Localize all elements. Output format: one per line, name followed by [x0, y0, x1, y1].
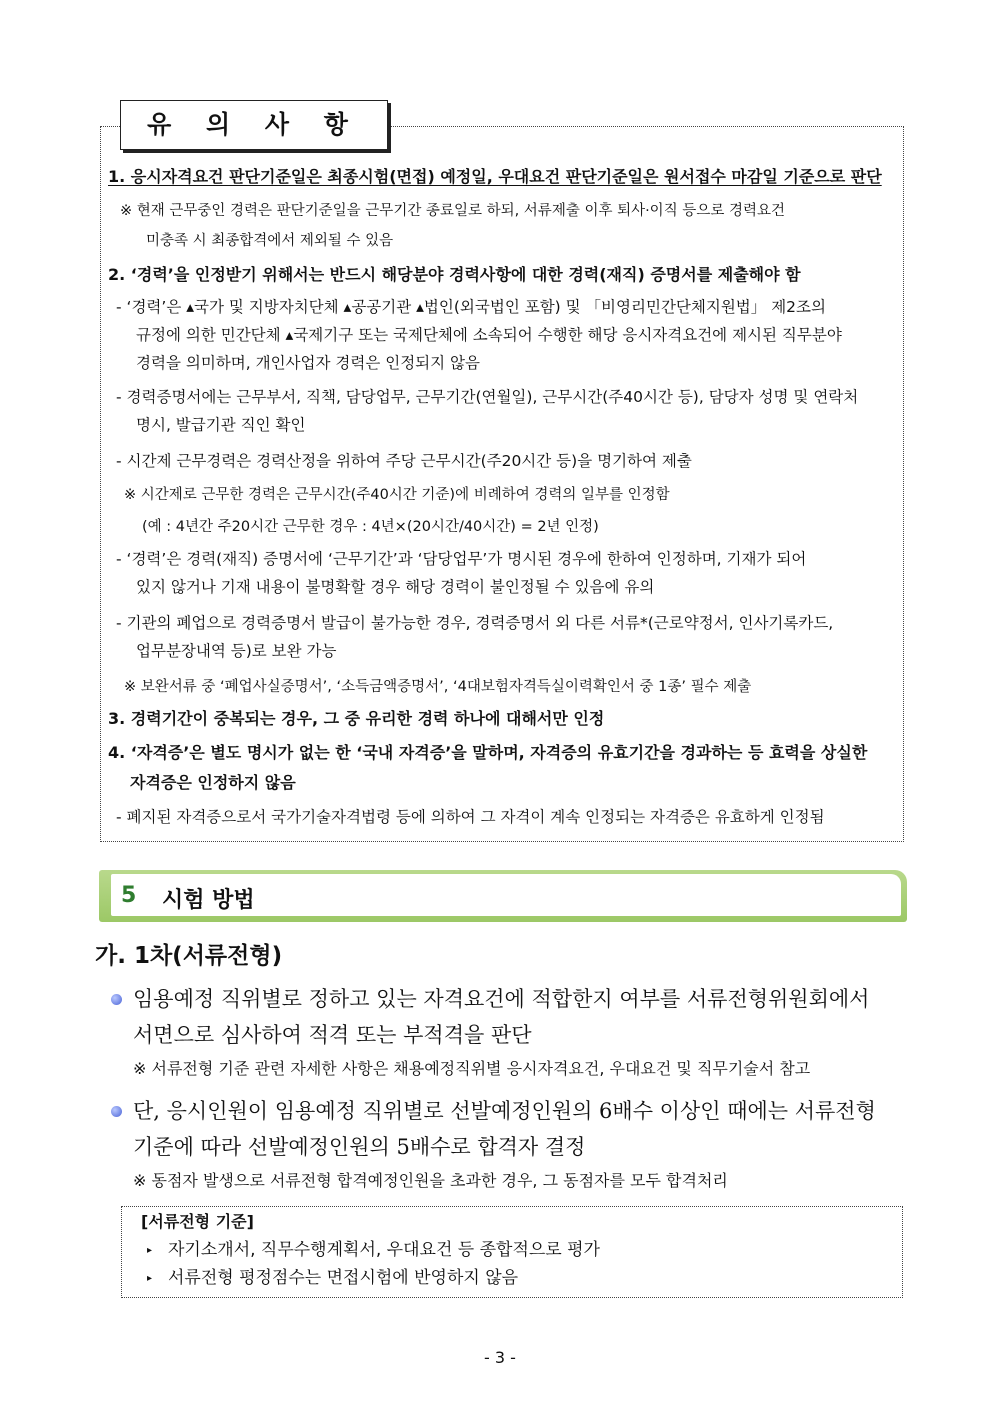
- notice-item-2-detail-5a: - 기관의 폐업으로 경력증명서 발급이 불가능한 경우, 경력증명서 외 다른 서류*(근로약정서, 인사기록카드,: [116, 614, 834, 632]
- bullet-1-line-b: 서면으로 심사하여 적격 또는 부적격을 판단: [133, 1023, 532, 1047]
- bullet-dot-icon: [111, 1106, 122, 1117]
- notice-item-2-detail-3: - 시간제 근무경력은 경력산정을 위하여 주당 근무시간(주20시간 등)을 명기하여 제출: [116, 452, 692, 470]
- notice-item-1-note-a: ※ 현재 근무중인 경력은 판단기준일을 근무기간 종료일로 하되, 서류제출 이후 퇴사·이직 등으로 경력요건: [120, 203, 785, 219]
- bullet-1-line-a: 임용예정 직위별로 정하고 있는 자격요건에 적합한지 여부를 서류전형위원회에서: [133, 987, 870, 1011]
- notice-item-3: 3. 경력기간이 중복되는 경우, 그 중 유리한 경력 하나에 대해서만 인정: [108, 709, 605, 728]
- notice-item-2-detail-3-note: ※ 시간제로 근무한 경력은 근무시간(주40시간 기준)에 비례하여 경력의 일부를 인정함: [124, 487, 670, 503]
- criteria-title: [서류전형 기준]: [141, 1212, 254, 1231]
- notice-item-2-detail-5b: 업무분장내역 등)로 보완 가능: [136, 642, 337, 660]
- notice-item-1-note-b: 미충족 시 최종합격에서 제외될 수 있음: [146, 233, 394, 249]
- notice-item-1: 1. 응시자격요건 판단기준일은 최종시험(면접) 예정일, 우대요건 판단기준일은 원서접수 마감일 기준으로 판단: [108, 167, 882, 186]
- section-number: 5: [121, 883, 137, 908]
- criteria-item: 자기소개서, 직무수행계획서, 우대요건 등 종합적으로 평가: [168, 1240, 600, 1260]
- notice-item-4a: 4. ‘자격증’은 별도 명시가 없는 한 ‘국내 자격증’을 말하며, 자격증의 유효기간을 경과하는 등 효력을 상실한: [108, 743, 868, 762]
- notice-item-2-detail-4b: 있지 않거나 기재 내용이 불명확할 경우 해당 경력이 불인정될 수 있음에 유의: [136, 578, 655, 596]
- triangle-bullet-icon: ▸: [147, 1245, 153, 1256]
- notice-item-4b: 자격증은 인정하지 않음: [130, 773, 296, 792]
- notice-item-2: 2. ‘경력’을 인정받기 위해서는 반드시 해당분야 경력사항에 대한 경력(재직) 증명서를 제출해야 함: [108, 265, 801, 284]
- notice-item-2-detail-5-note: ※ 보완서류 중 ‘폐업사실증명서’, ‘소득금액증명서’, ‘4대보험자격득실이력확인서 중 1종’ 필수 제출: [124, 679, 752, 695]
- notice-item-2-detail-1a: - ‘경력’은 ▴국가 및 지방자치단체 ▴공공기관 ▴법인(외국법인 포함) 및 「비영리민간단체지원법」 제2조의: [116, 298, 826, 316]
- bullet-2-line-a: 단, 응시인원이 임용예정 직위별로 선발예정인원의 6배수 이상인 때에는 서류전형: [133, 1099, 876, 1123]
- bullet-dot-icon: [111, 994, 122, 1005]
- notice-item-2-detail-1b: 규정에 의한 민간단체 ▴국제기구 또는 국제단체에 소속되어 수행한 해당 응시자격요건에 제시된 직무분야: [136, 326, 842, 344]
- notice-title: 유 의 사 항: [120, 100, 388, 150]
- notice-item-2-detail-2a: - 경력증명서에는 근무부서, 직책, 담당업무, 근무기간(연월일), 근무시간(주40시간 등), 담당자 성명 및 연락처: [116, 388, 859, 406]
- notice-item-2-detail-4a: - ‘경력’은 경력(재직) 증명서에 ‘근무기간’과 ‘담당업무’가 명시된 경우에 한하여 인정하며, 기재가 되어: [116, 550, 807, 568]
- section-title: 시험 방법: [162, 888, 255, 913]
- bullet-1-note: ※ 서류전형 기준 관련 자세한 사항은 채용예정직위별 응시자격요건, 우대요건 및 직무기술서 참고: [133, 1059, 811, 1078]
- subsection-title: 가. 1차(서류전형): [95, 943, 283, 969]
- notice-item-2-detail-2b: 명시, 발급기관 직인 확인: [136, 416, 306, 434]
- page-number: - 3 -: [484, 1348, 516, 1367]
- notice-item-2-detail-1c: 경력을 의미하며, 개인사업자 경력은 인정되지 않음: [136, 354, 480, 372]
- triangle-bullet-icon: ▸: [147, 1273, 153, 1284]
- criteria-item: 서류전형 평정점수는 면접시험에 반영하지 않음: [168, 1268, 519, 1288]
- notice-item-2-detail-3-example: (예 : 4년간 주20시간 근무한 경우 : 4년×(20시간/40시간) = 2년 인정): [142, 519, 599, 535]
- notice-item-4-detail-1: - 폐지된 자격증으로서 국가기술자격법령 등에 의하여 그 자격이 계속 인정되는 자격증은 유효하게 인정됨: [116, 808, 825, 826]
- bullet-2-line-b: 기준에 따라 선발예정인원의 5배수로 합격자 결정: [133, 1135, 586, 1159]
- bullet-2-note: ※ 동점자 발생으로 서류전형 합격예정인원을 초과한 경우, 그 동점자를 모두 합격처리: [133, 1171, 728, 1190]
